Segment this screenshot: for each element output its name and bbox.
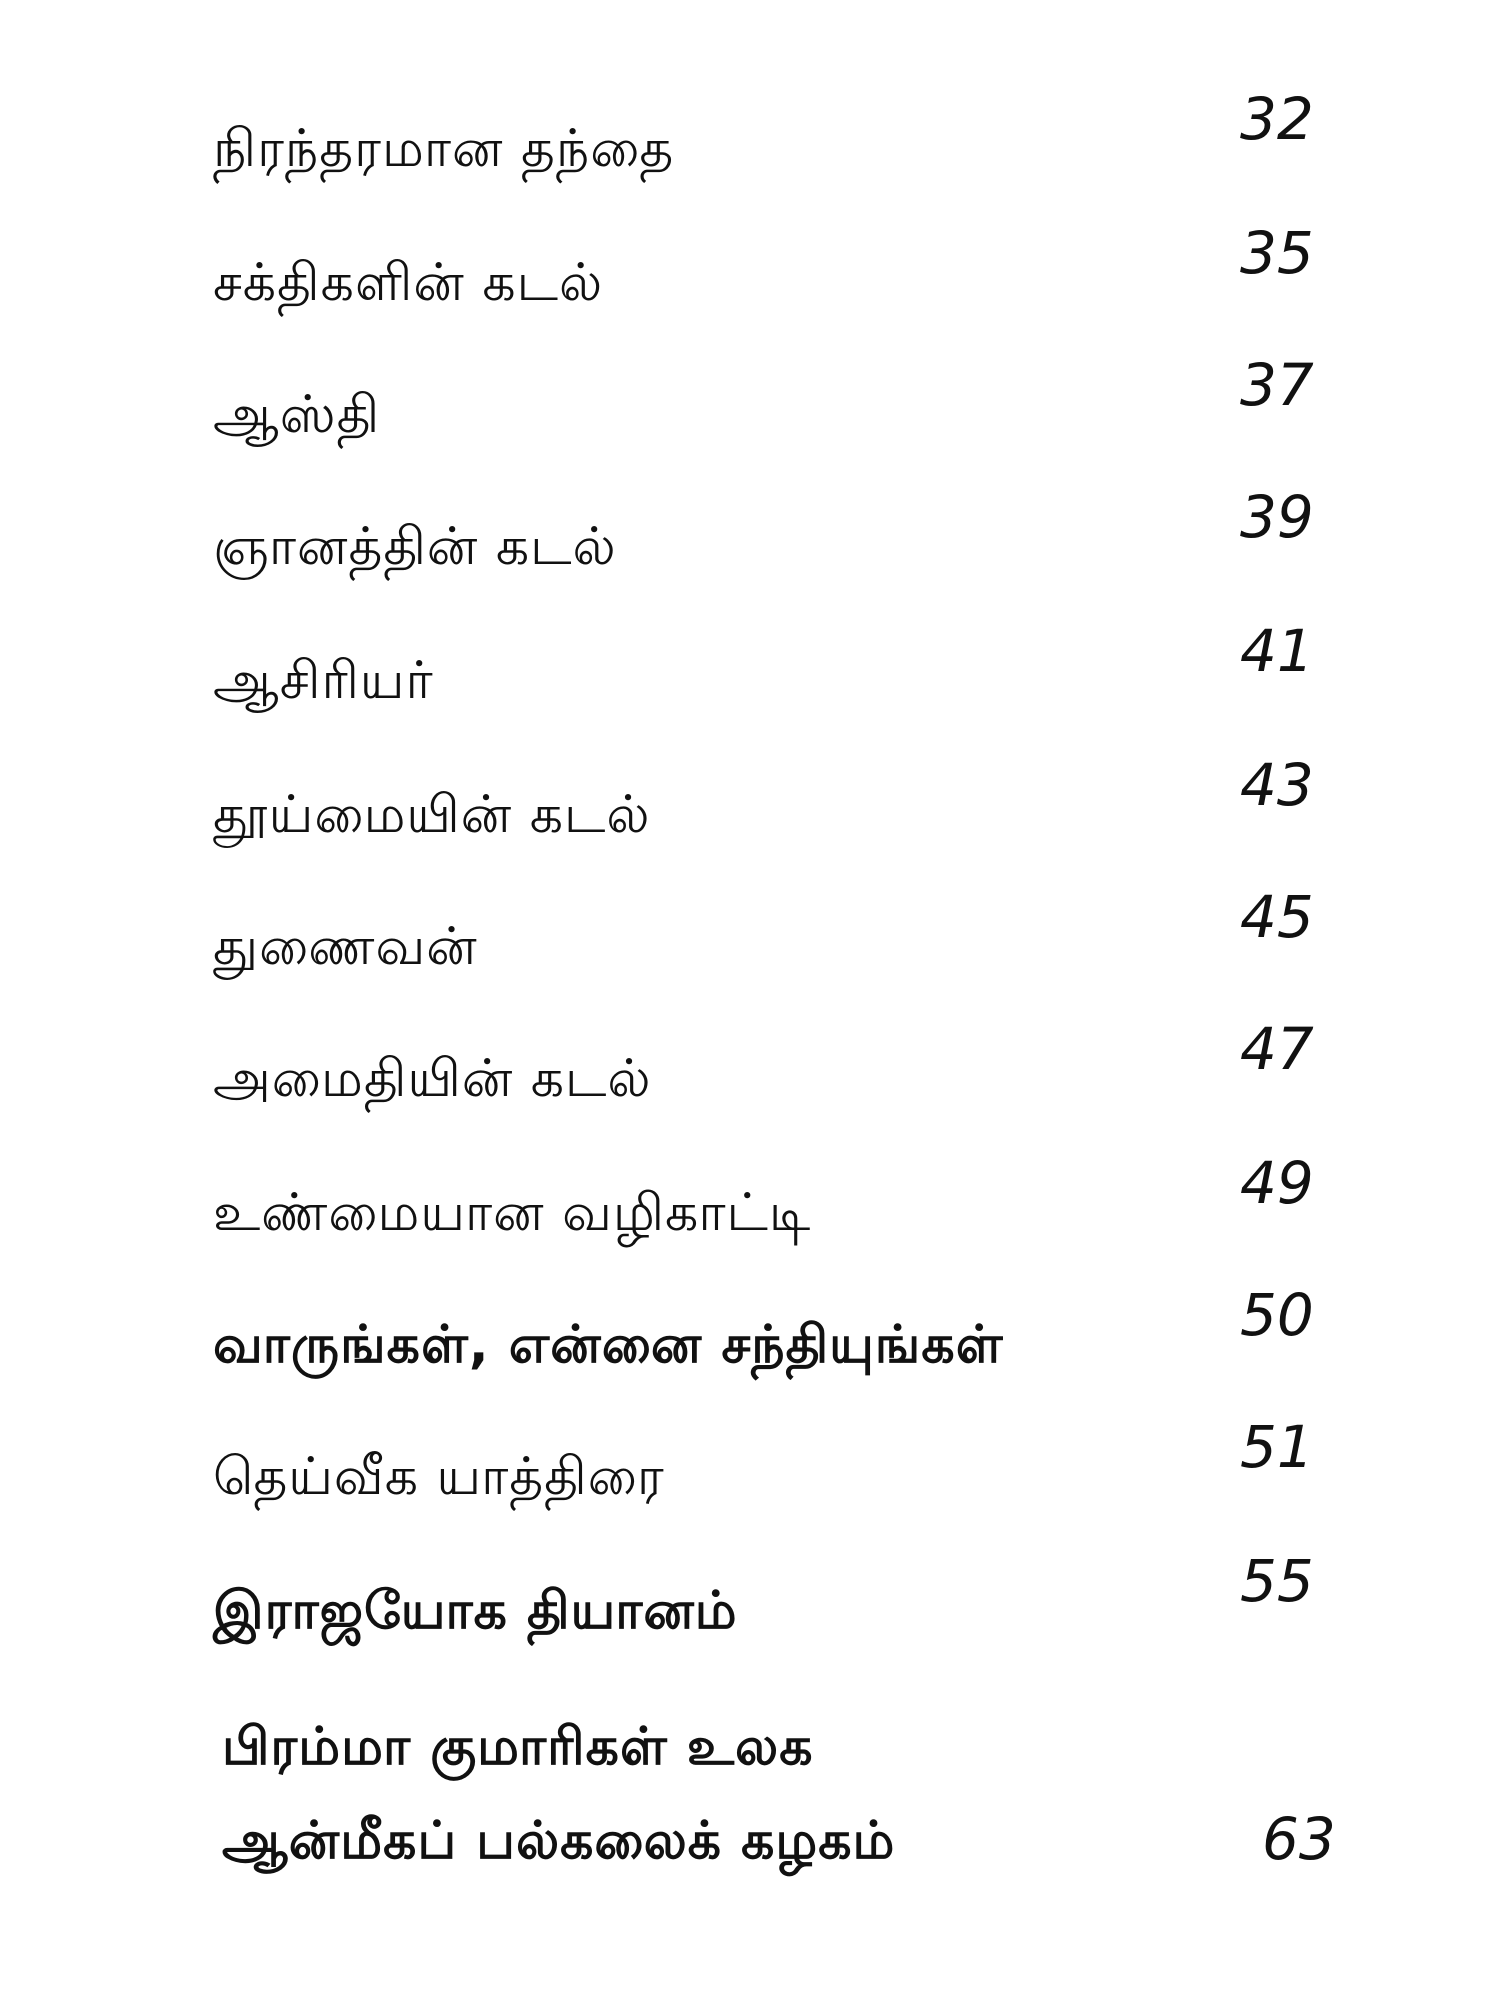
toc-entry-title: பிரம்மா குமாரிகள் உலக ஆன்மீகப் பல்கலைக் கழகம் <box>222 1717 896 1871</box>
toc-entry-page-number: 49 <box>1240 1149 1314 1217</box>
toc-entry-title: துணைவன் <box>213 917 478 977</box>
toc-entry-title: வாருங்கள், என்னை சந்தியுங்கள் <box>213 1315 1004 1375</box>
toc-entry-page-number: 55 <box>1240 1547 1314 1615</box>
toc-entry-title: ஆசிரியர் <box>213 651 434 711</box>
toc-entry-page-number: 47 <box>1240 1015 1314 1083</box>
toc-entry-page-number: 51 <box>1240 1413 1314 1481</box>
toc-entry-title: அமைதியின் கடல் <box>213 1049 652 1109</box>
toc-entry-title: நிரந்தரமான தந்தை <box>213 119 675 179</box>
toc-entry-page-number: 35 <box>1240 219 1314 287</box>
toc-entry-page-number: 63 <box>1262 1805 1336 1873</box>
toc-entry-page-number: 37 <box>1240 351 1314 419</box>
toc-entry-title: ஆஸ்தி <box>213 385 381 445</box>
toc-entry-title: தெய்வீக யாத்திரை <box>213 1447 665 1507</box>
toc-entry-title: இராஜயோக தியானம் <box>213 1581 738 1641</box>
toc-entry-title: சக்திகளின் கடல் <box>213 253 604 313</box>
toc-entry-page-number: 43 <box>1240 751 1314 819</box>
toc-entry-title: உண்மையான வழிகாட்டி <box>213 1183 812 1243</box>
toc-entry-title: தூய்மையின் கடல் <box>213 785 651 845</box>
toc-entry-page-number: 39 <box>1240 483 1314 551</box>
toc-entry-title: ஞானத்தின் கடல் <box>213 517 617 577</box>
toc-entry-page-number: 50 <box>1240 1281 1314 1349</box>
toc-entry-page-number: 41 <box>1240 617 1314 685</box>
toc-entry-page-number: 32 <box>1240 85 1314 153</box>
toc-entry-page-number: 45 <box>1240 883 1314 951</box>
